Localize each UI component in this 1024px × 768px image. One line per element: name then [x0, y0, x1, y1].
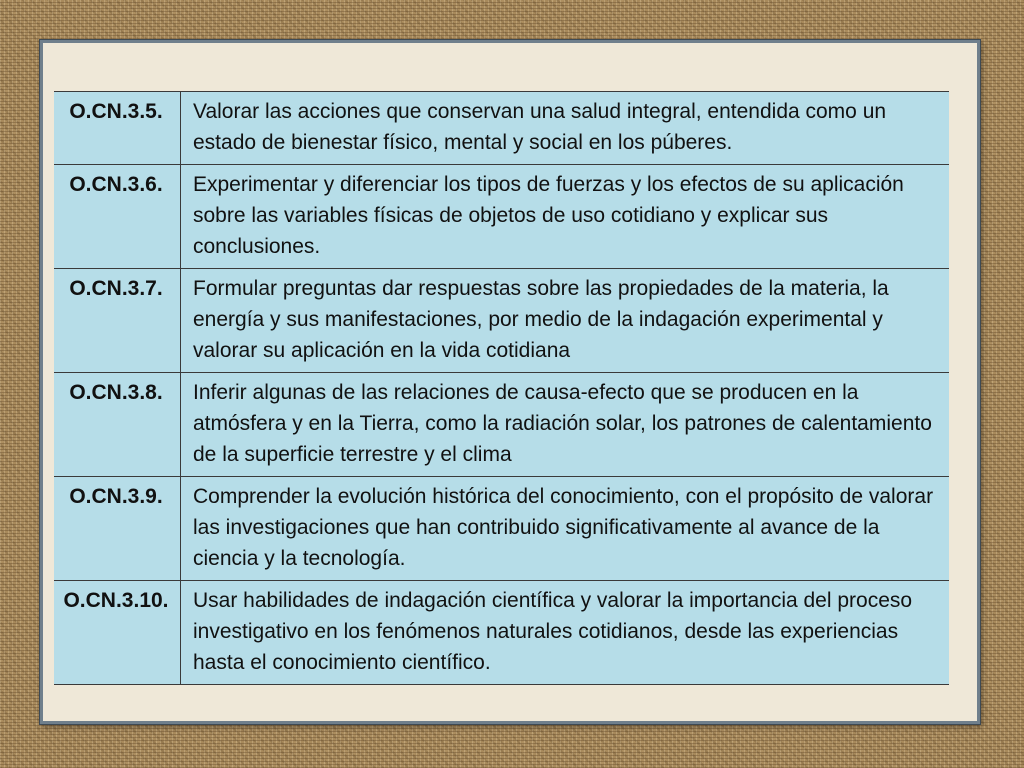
objective-code: O.CN.3.5.: [54, 92, 181, 165]
table-row: [54, 165, 949, 269]
objective-description: Inferir algunas de las relaciones de causa-efecto que se producen en la atmósfera y en la Tierra, como la radiación solar, los patrones de calentamiento de la superficie terrestre y el clima: [181, 373, 950, 477]
objective-code: O.CN.3.10.: [54, 581, 181, 685]
objective-code: O.CN.3.7.: [54, 269, 181, 373]
table-row: [54, 373, 949, 477]
table-row: [54, 477, 949, 581]
table-row: [54, 269, 949, 373]
objective-description: Experimentar y diferenciar los tipos de fuerzas y los efectos de su aplicación sobre las variables físicas de objetos de uso cotidiano y explicar sus conclusiones.: [181, 165, 950, 269]
objective-code: O.CN.3.9.: [54, 477, 181, 581]
objective-description: Comprender la evolución histórica del conocimiento, con el propósito de valorar las investigaciones que han contribuido significativamente al avance de la ciencia y la tecnología.: [181, 477, 950, 581]
objective-description: Usar habilidades de indagación científica y valorar la importancia del proceso investigativo en los fenómenos naturales cotidianos, desde las experiencias hasta el conocimiento científico.: [181, 581, 950, 685]
slide-frame: [40, 40, 980, 724]
objectives-table: [54, 91, 949, 685]
objective-code: O.CN.3.8.: [54, 373, 181, 477]
objective-code: O.CN.3.6.: [54, 165, 181, 269]
objective-description: Valorar las acciones que conservan una salud integral, entendida como un estado de bienestar físico, mental y social en los púberes.: [181, 92, 950, 165]
table-row: [54, 581, 949, 685]
objective-description: Formular preguntas dar respuestas sobre las propiedades de la materia, la energía y sus manifestaciones, por medio de la indagación experimental y valorar su aplicación en la vida cotidiana: [181, 269, 950, 373]
table-row: [54, 92, 949, 165]
